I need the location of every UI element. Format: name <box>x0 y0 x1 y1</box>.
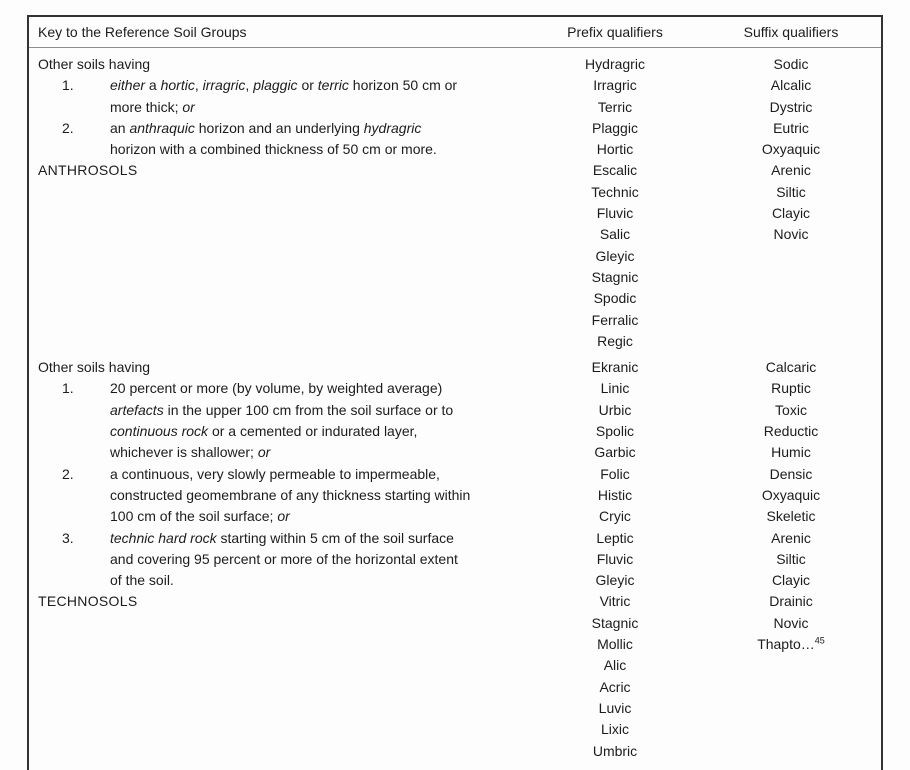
italic-term: continuous rock <box>110 423 209 440</box>
criterion-number: 3. <box>62 529 74 546</box>
italic-term: or <box>257 444 271 461</box>
prefix-qualifier: Fluvic <box>596 550 634 567</box>
suffix-qualifier: Dystric <box>769 98 813 115</box>
suffix-qualifiers-list <box>701 357 881 762</box>
criterion-text <box>110 464 512 528</box>
section-technosols <box>29 357 881 762</box>
regular-text: a <box>145 77 161 94</box>
prefix-qualifier: Luvic <box>598 699 632 716</box>
regular-text: or a cemented or indurated layer, <box>208 423 418 440</box>
text-line <box>110 118 512 139</box>
criteria-cell <box>29 357 529 762</box>
table-body <box>29 48 881 762</box>
suffix-qualifier: Skeletic <box>766 508 816 525</box>
criterion-item-2 <box>38 118 529 161</box>
prefix-qualifier: Umbric <box>592 742 638 759</box>
suffix-qualifier: Arenic <box>771 529 811 546</box>
column-header-suffix: Suffix qualifiers <box>743 24 839 40</box>
suffix-qualifier: Siltic <box>776 183 806 200</box>
prefix-qualifier: Regic <box>597 332 633 349</box>
prefix-qualifier: Lixic <box>600 721 629 738</box>
regular-text: , <box>245 77 254 94</box>
prefix-qualifier: Fluvic <box>596 205 634 222</box>
regular-text: starting within 5 cm of the soil surface <box>216 529 454 546</box>
soil-group-name: TECHNOSOLS <box>38 593 138 610</box>
suffix-qualifier: Drainic <box>769 593 813 610</box>
prefix-qualifier: Plaggic <box>592 119 638 136</box>
suffix-qualifier: Novic <box>773 226 809 243</box>
footnote-reference: 45 <box>814 635 825 646</box>
criterion-number: 1. <box>62 77 74 94</box>
suffix-qualifier: Siltic <box>776 550 806 567</box>
prefix-qualifier: Salic <box>599 226 631 243</box>
prefix-qualifier: Linic <box>600 380 630 397</box>
prefix-qualifier: Technic <box>591 183 639 200</box>
italic-term: terric <box>317 77 349 94</box>
suffix-qualifier: Calcaric <box>765 359 817 376</box>
suffix-qualifier: Ruptic <box>771 380 811 397</box>
prefix-qualifier: Vitric <box>599 593 631 610</box>
text-line <box>110 421 512 442</box>
suffix-qualifier: Clayic <box>771 205 811 222</box>
text-line <box>110 485 512 506</box>
text-line <box>110 570 512 591</box>
italic-term: or <box>277 508 290 525</box>
suffix-qualifier: Toxic <box>775 401 807 418</box>
regular-text: or <box>297 77 318 94</box>
prefix-qualifier: Gleyic <box>595 247 635 264</box>
prefix-qualifier: Irragric <box>593 77 637 94</box>
prefix-qualifier: Leptic <box>596 529 634 546</box>
suffix-qualifier: Novic <box>773 614 809 631</box>
soil-group-name: ANTHROSOLS <box>38 162 138 179</box>
text-line <box>110 75 512 96</box>
prefix-qualifier: Stagnic <box>591 268 639 285</box>
text-line <box>110 97 512 118</box>
prefix-qualifier: Acric <box>599 678 631 695</box>
regular-text: 20 percent or more (by volume, by weighted average) <box>110 380 443 397</box>
prefix-qualifier: Alic <box>603 657 627 674</box>
suffix-qualifier: Eutric <box>773 119 809 136</box>
table-header-row <box>29 17 881 40</box>
prefix-qualifier: Garbic <box>594 444 636 461</box>
prefix-qualifier: Cryic <box>599 508 631 525</box>
italic-term: hortic <box>160 77 195 94</box>
prefix-qualifier: Terric <box>597 98 633 115</box>
column-header-prefix: Prefix qualifiers <box>567 24 663 40</box>
prefix-qualifier: Escalic <box>592 162 638 179</box>
criterion-text <box>110 378 512 463</box>
section-intro-text: Other soils having <box>38 359 151 376</box>
regular-text: of the soil. <box>110 572 174 589</box>
text-line <box>110 378 512 399</box>
regular-text: and covering 95 percent or more of the horizontal extent <box>110 550 458 567</box>
italic-term: irragric <box>202 77 246 94</box>
text-line <box>110 442 512 463</box>
prefix-qualifier: Histic <box>597 486 633 503</box>
italic-term: artefacts <box>110 401 164 418</box>
italic-term: technic hard rock <box>110 529 217 546</box>
criterion-text <box>110 118 512 161</box>
prefix-qualifier: Spodic <box>593 290 637 307</box>
italic-term: or <box>182 98 195 115</box>
criterion-item-1 <box>38 75 529 118</box>
italic-term: hydragric <box>363 119 422 136</box>
regular-text: , <box>194 77 203 94</box>
prefix-qualifier: Urbic <box>598 401 632 418</box>
criterion-item-1 <box>38 378 529 463</box>
regular-text: horizon 50 cm or <box>348 77 458 94</box>
criterion-item-3 <box>38 528 529 592</box>
prefix-qualifier: Folic <box>600 465 630 482</box>
italic-term: either <box>110 77 146 94</box>
regular-text: whichever is shallower; <box>110 444 258 461</box>
suffix-qualifier: Reductic <box>763 423 819 440</box>
suffix-qualifiers-list <box>701 54 881 352</box>
prefix-qualifier: Ekranic <box>591 359 639 376</box>
prefix-qualifier: Mollic <box>597 636 633 653</box>
suffix-qualifier: Sodic <box>773 56 809 72</box>
criterion-number: 1. <box>62 380 74 397</box>
italic-term: anthraquic <box>129 119 195 136</box>
column-header-key: Key to the Reference Soil Groups <box>38 24 247 40</box>
suffix-qualifier: Alcalic <box>770 77 812 94</box>
suffix-qualifier: Humic <box>771 444 811 461</box>
criteria-cell <box>29 54 529 352</box>
prefix-qualifiers-list <box>529 54 701 352</box>
prefix-qualifier: Ferralic <box>591 311 639 328</box>
section-intro-text: Other soils having <box>38 56 151 72</box>
regular-text: constructed geomembrane of any thickness starting within <box>110 486 471 503</box>
text-line <box>110 139 512 160</box>
criterion-text <box>110 75 512 118</box>
text-line <box>110 549 512 570</box>
section-anthrosols <box>29 54 881 352</box>
regular-text: a continuous, very slowly permeable to impermeable, <box>110 465 440 482</box>
suffix-qualifier: Clayic <box>771 572 811 589</box>
regular-text: an <box>110 119 130 136</box>
prefix-qualifier: Hortic <box>596 141 634 158</box>
criterion-number: 2. <box>62 465 74 482</box>
italic-term: plaggic <box>253 77 298 94</box>
prefix-qualifier: Spolic <box>595 423 635 440</box>
suffix-qualifier: Densic <box>769 465 813 482</box>
suffix-qualifier: Oxyaquic <box>761 486 821 503</box>
prefix-qualifiers-list <box>529 357 701 762</box>
regular-text: 100 cm of the soil surface; <box>110 508 278 525</box>
soil-key-table <box>27 15 883 770</box>
text-line <box>110 506 512 527</box>
text-line <box>110 464 512 485</box>
criterion-number: 2. <box>62 119 74 136</box>
suffix-qualifier: Arenic <box>771 162 811 179</box>
criterion-item-2 <box>38 464 529 528</box>
suffix-qualifier: Thapto…$^{45}$ <box>757 635 825 653</box>
regular-text: horizon with a combined thickness of 50 cm or more. <box>110 141 437 158</box>
regular-text: more thick; <box>110 98 183 115</box>
criterion-text <box>110 528 512 592</box>
prefix-qualifier: Stagnic <box>591 614 639 631</box>
prefix-qualifier: Hydragric <box>585 56 645 72</box>
suffix-qualifier: Oxyaquic <box>761 141 821 158</box>
regular-text: in the upper 100 cm from the soil surface or to <box>163 401 454 418</box>
regular-text: horizon and an underlying <box>194 119 364 136</box>
text-line <box>110 528 512 549</box>
text-line <box>110 400 512 421</box>
prefix-qualifier: Gleyic <box>595 572 635 589</box>
